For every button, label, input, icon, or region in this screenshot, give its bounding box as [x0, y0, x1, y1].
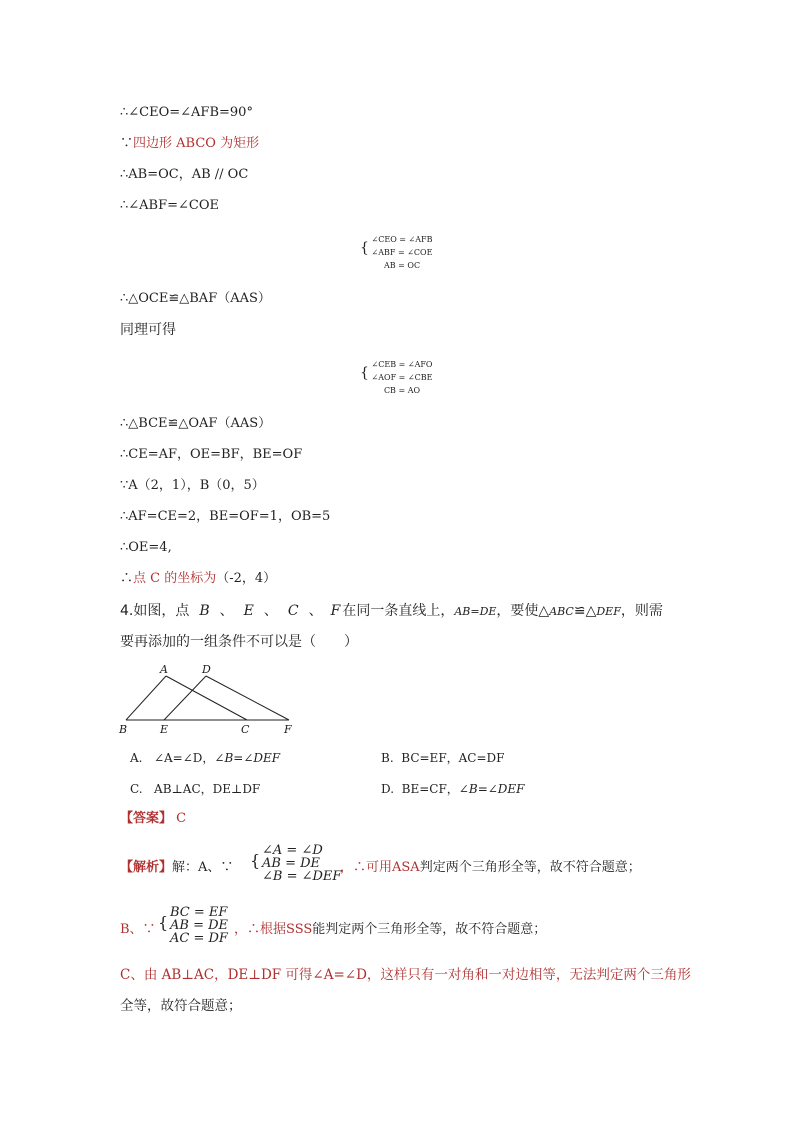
label-e: E — [160, 723, 169, 736]
analysis-text: 能判定两个三角形全等，故不符合题意； — [312, 922, 547, 937]
question-mid2: ，要使△ — [496, 603, 550, 619]
analysis-b-conclusion — [234, 921, 546, 939]
option-text: =∠ — [477, 782, 498, 796]
point-f: F — [330, 603, 341, 619]
label-c: C — [241, 723, 250, 736]
system-row: ∠AOF = ∠CBE — [371, 373, 433, 382]
system-row: ∠CEO = ∠AFB — [371, 235, 433, 244]
system-row: BC = EF — [170, 905, 228, 920]
proof-line-12 — [120, 570, 276, 588]
therefore-symbol: ∴ — [120, 571, 134, 586]
system-row: ∠ABF = ∠COE — [371, 248, 433, 257]
point-b: B — [199, 603, 210, 619]
analysis-c-line-1: C、由 AB⊥AC，DE⊥DF 可得∠A=∠D，这样只有一对角和一对边相等，无法判定两个三角形 — [120, 967, 691, 983]
option-italic: DEF — [253, 751, 281, 765]
label-b: B — [119, 723, 128, 736]
point-c-coords: （-2，4） — [216, 571, 277, 586]
option-italic: B — [468, 782, 478, 796]
proof-line-9: ∵A（2，1），B（0，5） — [120, 478, 265, 493]
question-line-1: 4.如图，点 B 、 E 、 C 、 F 在同一条直线上，AB=DE，要使△ABC≌△DEF，则需 — [120, 603, 663, 619]
option-italic: DEF — [497, 782, 525, 796]
analysis-a-system — [250, 844, 341, 883]
option-text: =∠ — [233, 751, 254, 765]
answer-value: C — [176, 811, 187, 826]
analysis-text: ，∴可用 — [340, 860, 393, 875]
option-text: BE=CF，∠ — [401, 782, 469, 796]
analysis-tag: 【解析】 — [120, 860, 173, 875]
segment-ed — [164, 676, 206, 720]
answer-line — [120, 810, 186, 828]
proof-line-7: ∴△BCE≌△OAF（AAS） — [120, 416, 272, 431]
segment-df — [206, 676, 289, 720]
option-key: D. — [381, 782, 395, 796]
option-text: ∠A=∠D，∠ — [153, 751, 225, 765]
system-row: CB = AO — [383, 386, 421, 395]
proof-line-1: ∴∠CEO=∠AFB=90° — [120, 105, 253, 120]
proof-line-4: ∴∠ABF=∠COE — [120, 198, 220, 213]
criterion-sss: SSS — [286, 922, 313, 937]
label-d: D — [202, 663, 211, 676]
triangle-def: DEF — [596, 605, 621, 618]
analysis-b-prefix: B、∵ — [120, 922, 156, 937]
option-b[interactable] — [381, 749, 505, 767]
system-row: ∠A = ∠D — [262, 843, 323, 858]
question-end: ，则需 — [620, 603, 663, 619]
proof-line-8: ∴CE=AF，OE=BF，BE=OF — [120, 447, 303, 462]
label-a: A — [160, 663, 168, 676]
option-text: BC=EF，AC=DF — [401, 751, 505, 765]
option-key: A. — [130, 751, 143, 765]
label-f: F — [284, 723, 292, 736]
condition: AB=DE — [454, 605, 497, 618]
analysis-b-system — [158, 906, 228, 945]
brace: { — [158, 913, 169, 932]
congruent-symbol: ≌△ — [573, 603, 597, 619]
triangle-abc: ABC — [549, 605, 574, 618]
option-c[interactable] — [130, 780, 260, 798]
proof-line-2 — [120, 135, 259, 153]
segment-ba — [126, 676, 166, 720]
system-row: AB = DE — [170, 918, 229, 933]
proof-line-11: ∴OE=4, — [120, 540, 172, 555]
proof-line-3: ∴AB=OC，AB // OC — [120, 167, 249, 182]
because-symbol: ∵ — [120, 136, 134, 151]
analysis-a-line — [120, 859, 233, 877]
brace: { — [250, 851, 261, 870]
brace: { — [360, 240, 369, 256]
system-row: ∠CEB = ∠AFO — [371, 360, 433, 369]
system-row: AC = DF — [170, 931, 228, 946]
rectangle-statement: 四边形 ABCO 为矩形 — [133, 136, 260, 151]
analysis-b-line — [120, 921, 156, 939]
point-c: C — [287, 603, 299, 619]
analysis-text: 判定两个三角形全等，故不符合题意； — [419, 860, 641, 875]
point-e: E — [243, 603, 254, 619]
question-prefix: 4.如图，点 — [120, 603, 190, 619]
brace: { — [360, 365, 369, 381]
option-key: C. — [130, 782, 143, 796]
equation-system-1 — [360, 233, 434, 272]
option-a[interactable] — [130, 749, 280, 767]
triangle-figure — [114, 660, 304, 740]
answer-tag: 【答案】 — [120, 811, 173, 826]
proof-line-10: ∴AF=CE=2，BE=OF=1，OB=5 — [120, 509, 331, 524]
question-mid: 在同一条直线上， — [342, 603, 455, 619]
system-row: AB = OC — [383, 261, 421, 270]
proof-line-5: ∴△OCE≌△BAF（AAS） — [120, 291, 271, 306]
proof-line-6: 同理可得 — [120, 322, 176, 338]
system-row: AB = DE — [262, 856, 321, 871]
analysis-a-prefix: 解：A、∵ — [172, 860, 234, 875]
option-d[interactable] — [381, 780, 525, 798]
question-line-2: 要再添加的一组条件不可以是（ ） — [120, 634, 358, 650]
segment-ac — [166, 676, 247, 720]
system-row: ∠B = ∠DEF — [262, 869, 342, 884]
analysis-text: ，∴根据 — [234, 922, 287, 937]
option-italic: B — [224, 751, 234, 765]
option-key: B. — [381, 751, 394, 765]
equation-system-2 — [360, 358, 434, 397]
option-text: AB⊥AC，DE⊥DF — [154, 782, 261, 796]
analysis-c-line-2: 全等，故符合题意； — [120, 998, 242, 1014]
criterion-asa: ASA — [392, 860, 420, 875]
point-c-text: 点 C 的坐标为 — [133, 571, 217, 586]
analysis-a-conclusion — [340, 859, 641, 877]
